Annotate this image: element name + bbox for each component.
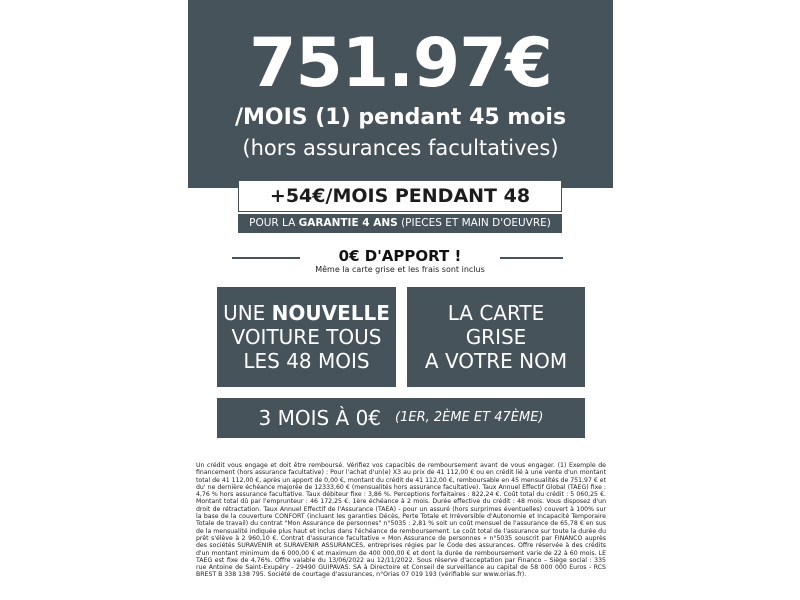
tile-registration-line1: LA CARTE: [447, 301, 545, 325]
warranty-subline: [238, 214, 562, 233]
apport-title: 0€ D'APPORT !: [300, 245, 500, 267]
price-amount: 751.97€: [249, 24, 552, 103]
tile-free-months: [217, 398, 585, 438]
tile-new-car: [217, 287, 396, 387]
price-insurance-note: (hors assurances facultatives): [242, 136, 559, 160]
tile-registration-line3: A VOTRE NOM: [424, 349, 568, 373]
tile-registration: [407, 287, 585, 387]
tile-new-car-line1b: NOUVELLE: [271, 301, 390, 325]
tile-new-car-line3: LES 48 MOIS: [243, 349, 370, 373]
tile-free-months-note: (1ER, 2ÈME ET 47ÈME): [395, 410, 544, 425]
price-per-month: /MOIS (1) pendant 45 mois: [234, 105, 567, 130]
warranty-headline: +54€/MOIS PENDANT 48: [238, 180, 562, 212]
tile-new-car-line1a: UNE: [223, 301, 272, 325]
tile-registration-line2: GRISE: [465, 325, 527, 349]
warranty-sub-prefix: POUR LA: [249, 217, 299, 229]
price-panel: [188, 0, 613, 188]
legal-disclaimer: Un crédit vous engage et doit être remboursé. Vérifiez vos capacités de remboursement avant de vous engager. (1) Exemple de financement (hors assurance facultative) : Pour l'achat d'un(e) X3 au prix de 41 112,00 € ou en crédit lié à une vente d'un montant total de 41 112,00 €, après un apport de 0,00 €, montant du crédit de 41 112,00 €, remboursable en 45 mensualités de 751,97 € et du' ne dernière échéance majorée de 12333,60 € (mensualités hors assurance facultative). Taux Annuel Effectif Global (TAEG) fixe : 4,76 % hors assurance facultative. Taux débiteur fixe : 3,86 %. Perceptions forfaitaires : 822,24 €. Coût total du crédit : 5 060,25 €. Montant total dû par l'emprunteur : 46 172,25 €. 1ère échéance à 2 mois. Durée effective du crédit : 48 mois. Vous disposez d'un droit de rétractation. Taux Annuel Effectif de l'Assurance (TAEA) - pour un assuré (hors surprimes éventuelles) couvert à 100% sur la base de la couverture CONFORT (incluant les garanties Décès, Perte Totale et Irréversible d'Autonomie et Incapacité Temporaire Totale de travail) du contrat "Mon Assurance de personnes" n°5035 : 2,81 % soit un coût mensuel de l'assurance de 65,78 € en sus de la mensualité indiquée plus haut et inclus dans l'échéance de remboursement. Le coût total de l'assurance sur toute la durée du prêt s'élève à 2 960,10 €. Contrat d'assurance facultative « Mon Assurance de personnes » n°5035 souscrit par FINANCO auprès des sociétés SURAVENIR et SURAVENIR ASSURANCES, entreprises régies par le Code des assurances. Offre réservée à des crédits d'un montant minimum de 6 000,00 € et maximum de 400 000,00 € et dont la durée de remboursement varie de 22 à 60 mois. LE TAEG est fixe de 4,76%. Offre valable du 13/06/2022 au 12/11/2022. Sous réserve d'acceptation par Financo – Siège social : 335 rue Antoine de Saint-Exupéry - 29490 GUIPAVAS. SA à Directoire et Conseil de surveillance au capital de 58 000 000 Euros - RCS BREST B 338 138 795. Société de courtage d'assurances, n°Orias 07 019 193 (vérifiable sur www.orias.fr).: [196, 462, 606, 579]
tile-free-months-main: 3 MOIS À 0€: [258, 406, 382, 430]
warranty-sub-suffix: (PIECES ET MAIN D'OEUVRE): [397, 217, 551, 229]
warranty-sub-bold: GARANTIE 4 ANS: [298, 217, 398, 229]
apport-subtitle: Même la carte grise et les frais sont inclus: [315, 265, 485, 274]
tile-new-car-line2: VOITURE TOUS: [231, 325, 382, 349]
